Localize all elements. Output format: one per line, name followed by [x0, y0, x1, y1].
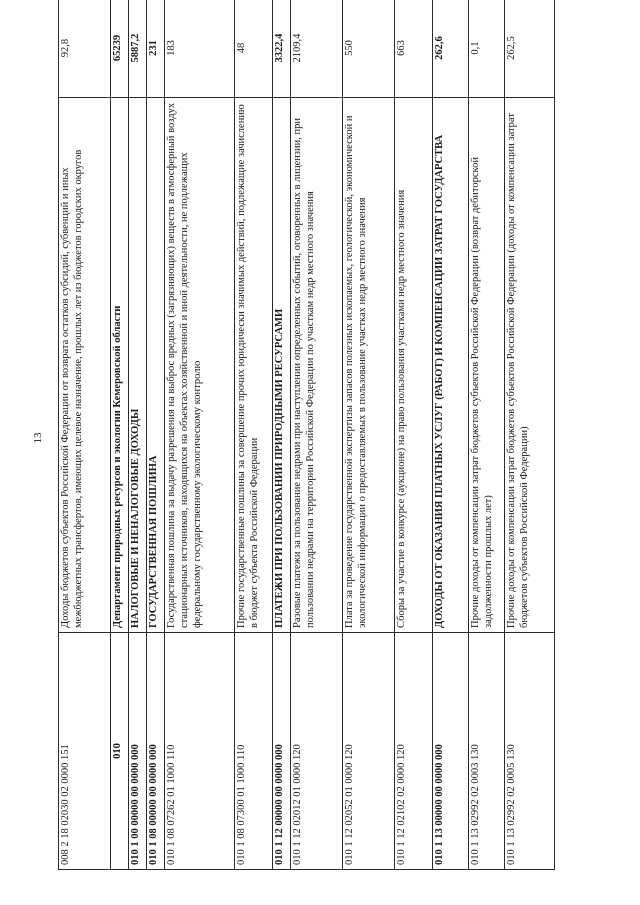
budget-code-cell: 010 1 13 02992 02 0005 130 — [505, 633, 555, 870]
budget-code-cell: 010 1 08 07262 01 1000 110 — [165, 633, 235, 870]
amount-cell: 92,8 — [59, 0, 111, 98]
budget-code-cell: 010 1 13 00000 00 0000 000 — [433, 633, 469, 870]
budget-code-cell: 010 1 13 02992 02 0003 130 — [469, 633, 505, 870]
rotated-table-sheet — [58, 26, 554, 870]
amount-cell: 262,6 — [433, 0, 469, 98]
revenue-name-cell: ПЛАТЕЖИ ПРИ ПОЛЬЗОВАНИИ ПРИРОДНЫМИ РЕСУРСАМИ — [273, 98, 291, 633]
table-row — [469, 0, 505, 870]
table-row — [395, 0, 433, 870]
revenue-name-cell: Прочие доходы от компенсации затрат бюджетов субъектов Российской Федерации (возврат дебиторской задолженности прошлых лет) — [469, 98, 505, 633]
amount-cell: 262,5 — [505, 0, 555, 98]
page-number: 13 — [32, 432, 44, 444]
amount-cell: 65239 — [111, 0, 129, 98]
table-row — [433, 0, 469, 870]
table-row — [235, 0, 273, 870]
revenue-name-cell: Государственная пошлина за выдачу разрешения на выброс вредных (загрязняющих) веществ в атмосферный воздух стационарных источников, находящихся на объектах хозяйственной и иной деятельности, не подлежащих федеральному государственному экологическому контролю — [165, 98, 235, 633]
budget-code-cell: 008 2 18 02030 02 0000 151 — [59, 633, 111, 870]
revenue-name-cell: Плата за проведение государственной экспертизы запасов полезных ископаемых, геологической, экономической и экологической информации о предоставляемых в пользование участках недр местного значения — [343, 98, 395, 633]
table-row — [165, 0, 235, 870]
table-row — [343, 0, 395, 870]
amount-cell: 231 — [147, 0, 165, 98]
table-row — [273, 0, 291, 870]
revenue-name-cell: Прочие доходы от компенсации затрат бюджетов субъектов Российской Федерации (доходы от компенсации затрат бюджетов субъектов Российской Федерации) — [505, 98, 555, 633]
revenue-name-cell: Разовые платежи за пользование недрами при наступлении определенных событий, оговоренных в лицензии, при пользовании недрами на территории Российской Федерации по участкам недр местного значения — [291, 98, 343, 633]
revenue-name-cell: Сборы за участие в конкурсе (аукционе) на право пользования участками недр местного значения — [395, 98, 433, 633]
budget-code-cell: 010 1 12 02102 02 0000 120 — [395, 633, 433, 870]
budget-code-cell: 010 1 12 02012 01 0000 120 — [291, 633, 343, 870]
table-row — [59, 0, 111, 870]
table-row — [505, 0, 555, 870]
amount-cell: 5887,2 — [129, 0, 147, 98]
budget-code-cell: 010 — [111, 633, 129, 870]
revenue-name-cell: НАЛОГОВЫЕ И НЕНАЛОГОВЫЕ ДОХОДЫ — [129, 98, 147, 633]
revenue-name-cell: Департамент природных ресурсов и экологии Кемеровской области — [111, 98, 129, 633]
revenue-name-cell: Прочие государственные пошлины за совершение прочих юридически значимых действий, подлежащие зачислению в бюджет субъекта Российской Федерации — [235, 98, 273, 633]
budget-code-cell: 010 1 12 00000 00 0000 000 — [273, 633, 291, 870]
amount-cell: 663 — [395, 0, 433, 98]
revenue-name-cell: ДОХОДЫ ОТ ОКАЗАНИЯ ПЛАТНЫХ УСЛУГ (РАБОТ) И КОМПЕНСАЦИИ ЗАТРАТ ГОСУДАРСТВА — [433, 98, 469, 633]
budget-code-cell: 010 1 08 00000 00 0000 000 — [147, 633, 165, 870]
table-row — [129, 0, 147, 870]
revenue-name-cell: ГОСУДАРСТВЕННАЯ ПОШЛИНА — [147, 98, 165, 633]
table-row — [111, 0, 129, 870]
amount-cell: 2109,4 — [291, 0, 343, 98]
amount-cell: 0,1 — [469, 0, 505, 98]
amount-cell: 550 — [343, 0, 395, 98]
budget-code-cell: 010 1 12 02052 01 0000 120 — [343, 633, 395, 870]
amount-cell: 3322,4 — [273, 0, 291, 98]
budget-code-cell: 010 1 00 00000 00 0000 000 — [129, 633, 147, 870]
revenue-table — [58, 0, 555, 870]
amount-cell: 183 — [165, 0, 235, 98]
table-row — [147, 0, 165, 870]
revenue-name-cell: Доходы бюджетов субъектов Российской Федерации от возврата остатков субсидий, субвенций и иных межбюджетных трансфертов, имеющих целевое назначение, прошлых лет из бюджетов городских округов — [59, 98, 111, 633]
budget-code-cell: 010 1 08 07300 01 1000 110 — [235, 633, 273, 870]
table-row — [291, 0, 343, 870]
amount-cell: 48 — [235, 0, 273, 98]
